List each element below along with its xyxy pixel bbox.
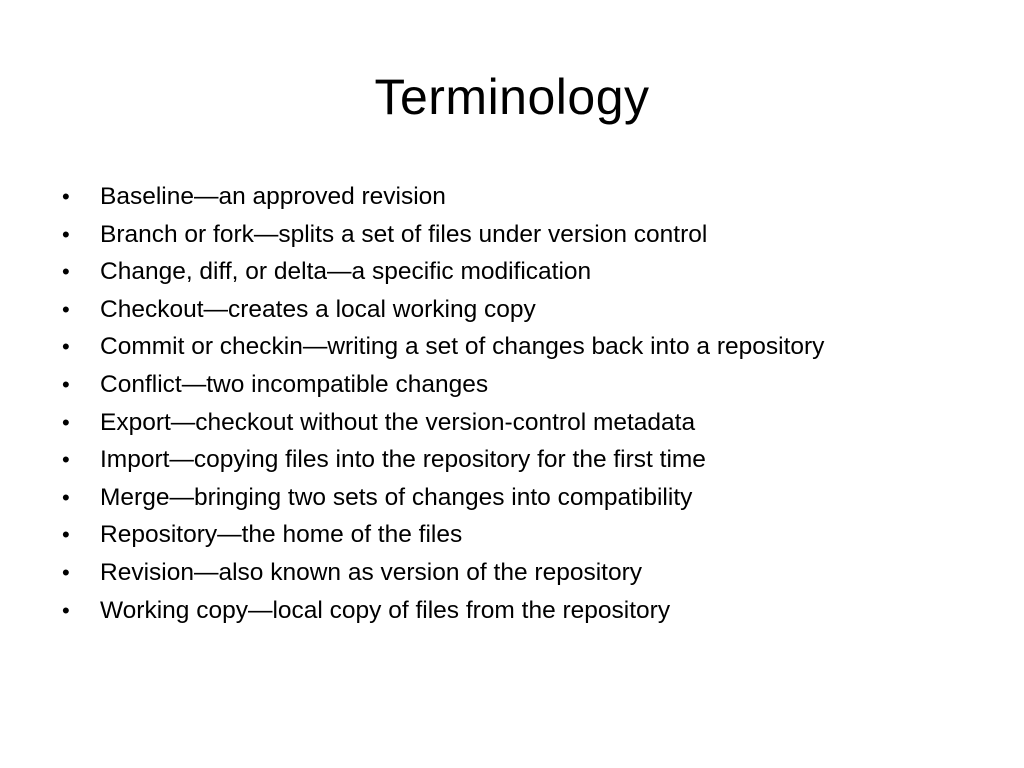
- list-item-text: Repository—the home of the files: [100, 521, 463, 549]
- list-item: [62, 253, 824, 291]
- list-item: [62, 441, 824, 479]
- list-item: [62, 178, 824, 216]
- bullet-icon: •: [62, 296, 70, 322]
- bullet-icon: •: [62, 409, 70, 435]
- list-item: [62, 291, 824, 329]
- list-item: [62, 554, 824, 592]
- list-item: [62, 479, 824, 517]
- list-item-text: Commit or checkin—writing a set of changes back into a repository: [100, 333, 825, 361]
- list-item: [62, 592, 824, 630]
- list-item: [62, 516, 824, 554]
- list-item-text: Revision—also known as version of the repository: [100, 558, 642, 586]
- list-item: [62, 328, 824, 366]
- bullet-icon: •: [62, 559, 70, 585]
- list-item-text: Merge—bringing two sets of changes into compatibility: [100, 483, 693, 511]
- list-item: [62, 404, 824, 442]
- bullet-icon: •: [62, 221, 70, 247]
- list-item-text: Export—checkout without the version-control metadata: [100, 408, 696, 436]
- slide-title: Terminology: [374, 69, 650, 125]
- bullet-list: [62, 178, 824, 629]
- list-item: [62, 366, 824, 404]
- list-item-text: Working copy—local copy of files from the repository: [100, 596, 671, 624]
- bullet-icon: •: [62, 371, 70, 397]
- list-item-text: Checkout—creates a local working copy: [100, 295, 536, 323]
- bullet-icon: •: [62, 522, 70, 548]
- bullet-icon: •: [62, 484, 70, 510]
- list-item-text: Import—copying files into the repository for the first time: [100, 446, 706, 474]
- bullet-icon: •: [62, 334, 70, 360]
- bullet-icon: •: [62, 259, 70, 285]
- list-item: [62, 216, 824, 254]
- list-item-text: Conflict—two incompatible changes: [100, 370, 489, 398]
- list-item-text: Change, diff, or delta—a specific modification: [100, 258, 592, 286]
- bullet-icon: •: [62, 597, 70, 623]
- list-item-text: Branch or fork—splits a set of files under version control: [100, 220, 708, 248]
- bullet-icon: •: [62, 184, 70, 209]
- bullet-icon: •: [62, 447, 70, 473]
- list-item-text: Baseline—an approved revision: [100, 183, 446, 210]
